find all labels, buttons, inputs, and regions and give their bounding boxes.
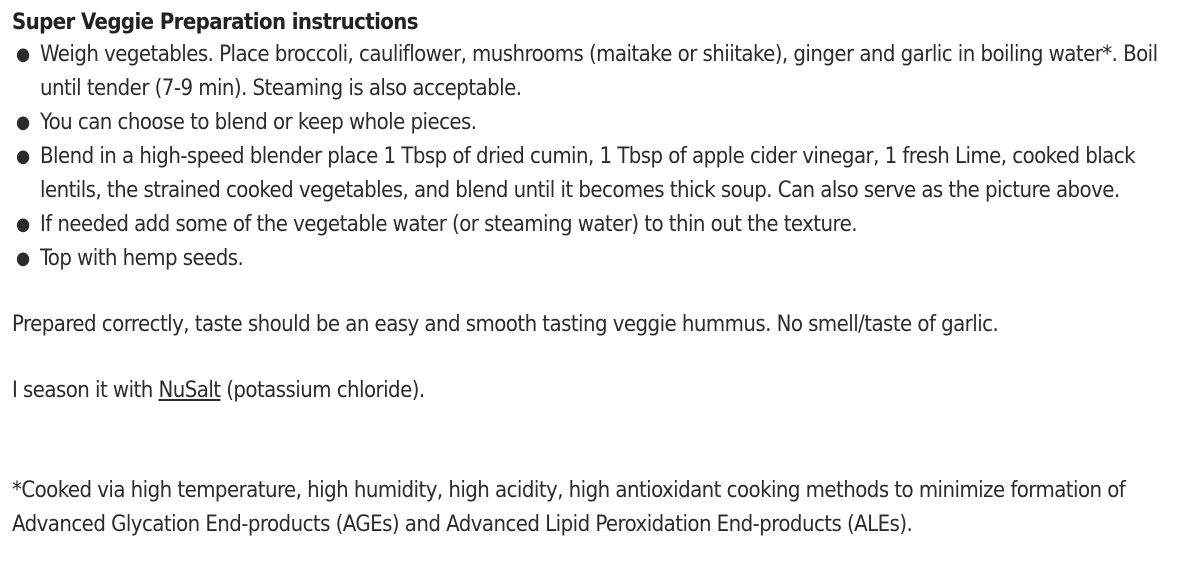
taste-note: Prepared correctly, taste should be an easy and smooth tasting veggie hummus. No smell/taste of garlic. bbox=[12, 312, 999, 337]
list-item bbox=[12, 242, 1192, 276]
page-title: Super Veggie Preparation instructions bbox=[12, 10, 418, 35]
seasoning-note bbox=[12, 374, 1192, 408]
step-text: Blend in a high-speed blender place 1 Tbsp of dried cumin, 1 Tbsp of apple cider vinegar, 1 fresh Lime, cooked black lentils, the strained cooked vegetables, and blend until it becomes thick soup. Can also serve as the picture above. bbox=[40, 144, 1135, 203]
bullet-icon: ● bbox=[16, 112, 30, 133]
footnote: *Cooked via high temperature, high humidity, high acidity, high antioxidant cooking methods to minimize formation of Advanced Glycation End-products (AGEs) and Advanced Lipid Peroxidation End-products (ALEs). bbox=[12, 478, 1126, 537]
nusalt-link[interactable]: NuSalt bbox=[158, 378, 221, 403]
step-text: If needed add some of the vegetable water (or steaming water) to thin out the texture. bbox=[40, 212, 857, 237]
seasoning-text-after: (potassium chloride). bbox=[220, 378, 425, 403]
list-item bbox=[12, 38, 1192, 106]
step-text: Weigh vegetables. Place broccoli, cauliflower, mushrooms (maitake or shiitake), ginger and garlic in boiling water*. Boil until tender (7-9 min). Steaming is also acceptable. bbox=[40, 42, 1158, 101]
step-text: Top with hemp seeds. bbox=[40, 246, 244, 271]
list-item bbox=[12, 106, 1192, 140]
bullet-icon: ● bbox=[16, 146, 30, 167]
recipe-instructions bbox=[12, 8, 1192, 542]
instruction-list bbox=[12, 38, 1192, 276]
seasoning-text-before: I season it with bbox=[12, 378, 159, 403]
step-text: You can choose to blend or keep whole pieces. bbox=[40, 110, 477, 135]
list-item bbox=[12, 140, 1192, 208]
bullet-icon: ● bbox=[16, 214, 30, 235]
bullet-icon: ● bbox=[16, 44, 30, 65]
list-item bbox=[12, 208, 1192, 242]
bullet-icon: ● bbox=[16, 248, 30, 269]
